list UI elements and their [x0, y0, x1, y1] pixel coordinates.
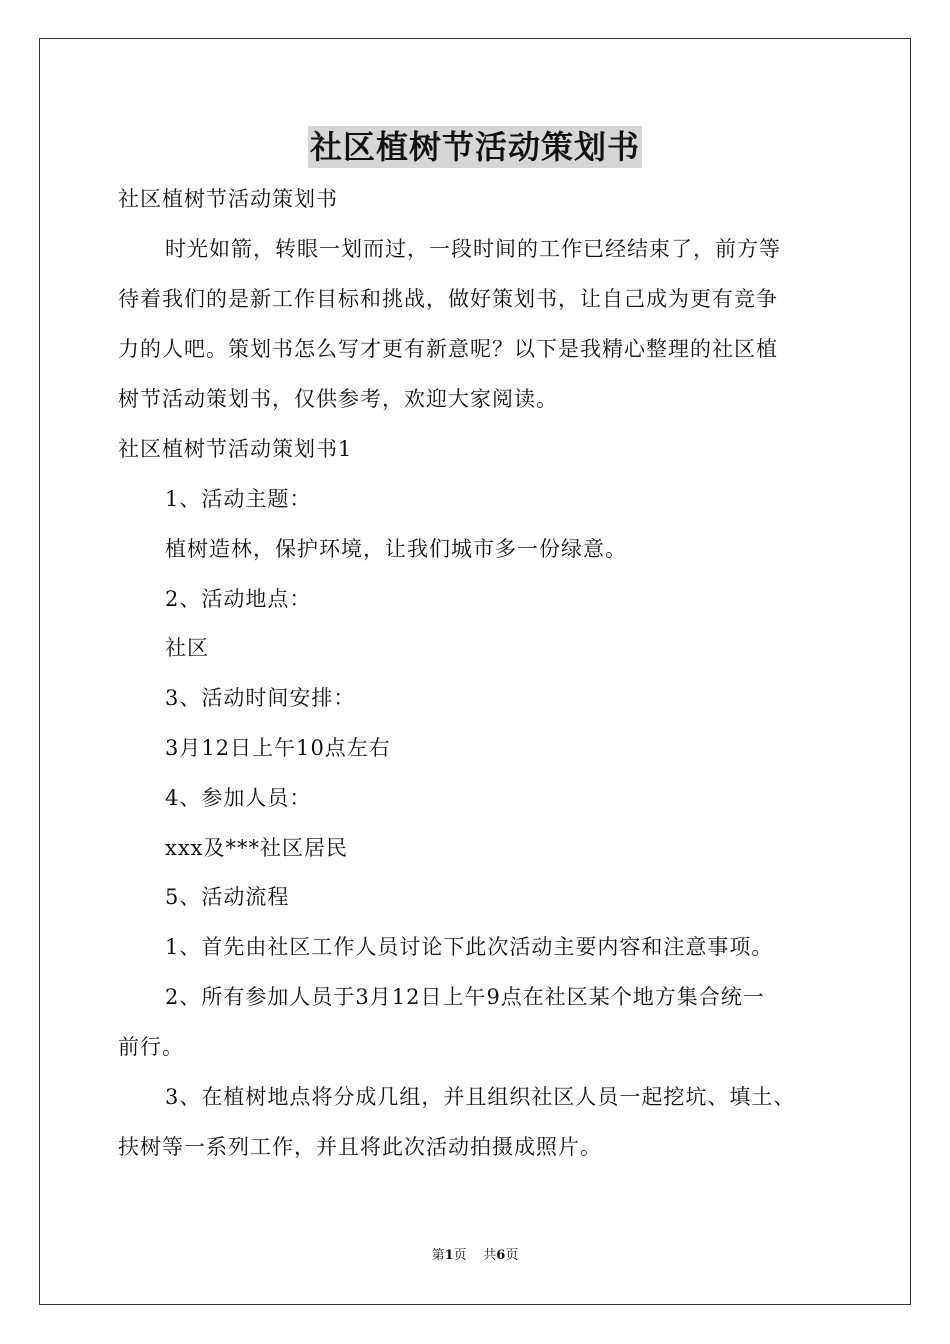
section-heading: 社区植树节活动策划书1	[118, 437, 353, 461]
intro-line-2: 待着我们的是新工作目标和挑战，做好策划书，让自己成为更有竞争	[118, 287, 778, 311]
title-container	[0, 126, 950, 168]
process-step-3-cont: 扶树等一系列工作，并且将此次活动拍摄成照片。	[118, 1135, 602, 1159]
total-suffix: 页	[505, 1248, 519, 1263]
total-pages: 6	[496, 1248, 506, 1263]
item-location-label: 2、活动地点：	[165, 587, 312, 611]
process-step-2-cont: 前行。	[118, 1035, 184, 1059]
item-theme-value: 植树造林，保护环境，让我们城市多一份绿意。	[165, 537, 627, 561]
process-step-2: 2、所有参加人员于3月12日上午9点在社区某个地方集合统一	[165, 985, 765, 1009]
item-time-value: 3月12日上午10点左右	[165, 736, 391, 760]
intro-line-3: 力的人吧。策划书怎么写才更有新意呢？以下是我精心整理的社区植	[118, 337, 778, 361]
item-participants-label: 4、参加人员：	[165, 786, 312, 810]
document-subtitle: 社区植树节活动策划书	[118, 187, 338, 211]
intro-line-4: 树节活动策划书，仅供参考，欢迎大家阅读。	[118, 387, 558, 411]
page-suffix: 页	[453, 1248, 467, 1263]
item-participants-value: xxx及***社区居民	[165, 836, 349, 860]
page-footer	[0, 1247, 950, 1265]
page-number: 1	[444, 1248, 454, 1263]
process-step-1: 1、首先由社区工作人员讨论下此次活动主要内容和注意事项。	[165, 935, 774, 959]
item-process-label: 5、活动流程	[165, 885, 290, 909]
document-title: 社区植树节活动策划书	[309, 128, 640, 166]
intro-line-1: 时光如箭，转眼一划而过，一段时间的工作已经结束了，前方等	[165, 237, 781, 261]
page-border	[39, 38, 911, 1305]
item-time-label: 3、活动时间安排：	[165, 686, 356, 710]
item-location-value: 社区	[165, 636, 209, 660]
page-prefix: 第	[431, 1248, 445, 1263]
item-theme-label: 1、活动主题：	[165, 487, 312, 511]
process-step-3: 3、在植树地点将分成几组，并且组织社区人员一起挖坑、填土、	[165, 1085, 796, 1109]
total-prefix: 共	[483, 1248, 497, 1263]
